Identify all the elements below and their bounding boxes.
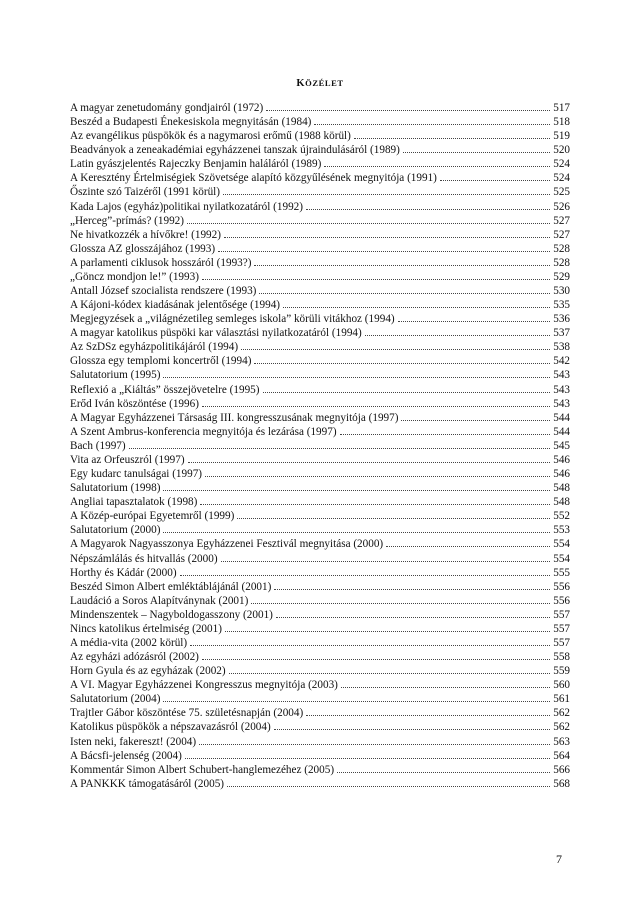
toc-dot-leader bbox=[340, 434, 551, 435]
toc-entry-page: 543 bbox=[553, 369, 570, 382]
toc-entry-page: 543 bbox=[553, 383, 570, 396]
toc-entry-title: Bach (1997) bbox=[70, 439, 126, 452]
toc-entry-page: 524 bbox=[553, 172, 570, 185]
toc-entry-page: 524 bbox=[553, 158, 570, 171]
toc-entry bbox=[70, 763, 570, 777]
toc-entry bbox=[70, 453, 570, 467]
toc-entry-page: 552 bbox=[553, 510, 570, 523]
toc-entry bbox=[70, 256, 570, 270]
toc-dot-leader bbox=[440, 180, 550, 181]
toc-entry-page: 544 bbox=[553, 425, 570, 438]
toc-entry-title: Reflexió a „Kiáltás” összejövetelre (1995) bbox=[70, 383, 260, 396]
toc-entry bbox=[70, 200, 570, 214]
toc-entry-title: Mindenszentek – Nagyboldogasszony (2001) bbox=[70, 608, 273, 621]
toc-entry-page: 559 bbox=[553, 665, 570, 678]
toc-entry bbox=[70, 270, 570, 284]
toc-entry-page: 557 bbox=[553, 636, 570, 649]
toc-entry bbox=[70, 537, 570, 551]
toc-entry-page: 526 bbox=[553, 200, 570, 213]
toc-entry-page: 556 bbox=[553, 594, 570, 607]
toc-entry-page: 546 bbox=[553, 453, 570, 466]
toc-entry-title: Megjegyzések a „világnézetileg semleges iskola” körüli vitákhoz (1994) bbox=[70, 313, 395, 326]
toc-entry bbox=[70, 749, 570, 763]
toc-dot-leader bbox=[274, 729, 551, 730]
toc-entry bbox=[70, 185, 570, 199]
toc-entry-page: 563 bbox=[553, 735, 570, 748]
toc-entry-page: 558 bbox=[553, 651, 570, 664]
toc-entry-title: Kommentár Simon Albert Schubert-hanglemezéhez (2005) bbox=[70, 763, 335, 776]
toc-entry-title: Az evangélikus püspökök és a nagymarosi erőmű (1988 körül) bbox=[70, 130, 351, 143]
toc-dot-leader bbox=[251, 603, 550, 604]
toc-entry-title: Horn Gyula és az egyházak (2002) bbox=[70, 665, 226, 678]
toc-entry-page: 520 bbox=[553, 144, 570, 157]
toc-dot-leader bbox=[163, 701, 550, 702]
toc-entry-title: A média-vita (2002 körül) bbox=[70, 636, 188, 649]
toc-entry bbox=[70, 650, 570, 664]
toc-dot-leader bbox=[163, 490, 550, 491]
toc-entry bbox=[70, 115, 570, 129]
toc-entry bbox=[70, 664, 570, 678]
toc-entry-title: A parlamenti ciklusok hosszáról (1993?) bbox=[70, 256, 252, 269]
toc-entry-page: 543 bbox=[553, 397, 570, 410]
toc-entry bbox=[70, 608, 570, 622]
toc-entry-page: 564 bbox=[553, 749, 570, 762]
toc-dot-leader bbox=[224, 237, 550, 238]
section-heading bbox=[0, 78, 640, 89]
toc-dot-leader bbox=[266, 110, 550, 111]
toc-entry bbox=[70, 411, 570, 425]
toc-entry bbox=[70, 580, 570, 594]
toc-entry-page: 529 bbox=[553, 270, 570, 283]
toc-entry bbox=[70, 523, 570, 537]
toc-entry-title: Az egyházi adózásról (2002) bbox=[70, 651, 199, 664]
toc-dot-leader bbox=[263, 392, 551, 393]
toc-entry bbox=[70, 777, 570, 791]
toc-entry bbox=[70, 171, 570, 185]
toc-entry bbox=[70, 284, 570, 298]
toc-dot-leader bbox=[223, 194, 550, 195]
toc-entry-title: Az SzDSz egyházpolitikájáról (1994) bbox=[70, 341, 239, 354]
toc-dot-leader bbox=[386, 546, 550, 547]
toc-entry-title: A Kájoni-kódex kiadásának jelentősége (1994) bbox=[70, 299, 281, 312]
toc-dot-leader bbox=[306, 715, 550, 716]
toc-dot-leader bbox=[225, 631, 550, 632]
toc-entry-title: Latin gyászjelentés Rajeczky Benjamin haláláról (1989) bbox=[70, 158, 322, 171]
toc-entry-page: 542 bbox=[553, 355, 570, 368]
toc-entry-page: 557 bbox=[553, 622, 570, 635]
toc-dot-leader bbox=[398, 321, 551, 322]
toc-dot-leader bbox=[306, 209, 550, 210]
toc-entry-page: 555 bbox=[553, 566, 570, 579]
toc-dot-leader bbox=[314, 124, 550, 125]
toc-entry-title: Beszéd a Budapesti Énekesiskola megnyitásán (1984) bbox=[70, 116, 312, 129]
toc-entry-title: Katolikus püspökök a népszavazásról (2004) bbox=[70, 721, 271, 734]
toc-entry-page: 562 bbox=[553, 707, 570, 720]
toc-entry-page: 536 bbox=[553, 313, 570, 326]
toc-entry-page: 562 bbox=[553, 721, 570, 734]
toc-entry bbox=[70, 692, 570, 706]
toc-dot-leader bbox=[274, 589, 550, 590]
toc-entry-title: A magyar zenetudomány gondjairól (1972) bbox=[70, 102, 264, 114]
toc-dot-leader bbox=[129, 448, 551, 449]
toc-entry-page: 568 bbox=[553, 777, 570, 790]
toc-entry-page: 554 bbox=[553, 538, 570, 551]
toc-entry-title: Salutatorium (2000) bbox=[70, 524, 161, 537]
toc-entry bbox=[70, 214, 570, 228]
toc-entry-title: Antall József szocialista rendszere (1993) bbox=[70, 285, 257, 298]
table-of-contents bbox=[70, 101, 570, 791]
toc-dot-leader bbox=[202, 659, 550, 660]
toc-dot-leader bbox=[202, 406, 550, 407]
toc-entry-title: Angliai tapasztalatok (1998) bbox=[70, 496, 198, 509]
toc-entry-page: 545 bbox=[553, 439, 570, 452]
toc-entry bbox=[70, 340, 570, 354]
toc-entry-title: A Bácsfi-jelenség (2004) bbox=[70, 749, 182, 762]
toc-entry-page: 517 bbox=[553, 102, 570, 114]
toc-dot-leader bbox=[237, 518, 550, 519]
toc-entry bbox=[70, 720, 570, 734]
toc-dot-leader bbox=[341, 687, 550, 688]
toc-dot-leader bbox=[200, 504, 550, 505]
toc-entry-title: A PANKKK támogatásáról (2005) bbox=[70, 777, 225, 790]
toc-entry-title: A Közép-európai Egyetemről (1999) bbox=[70, 510, 235, 523]
toc-dot-leader bbox=[354, 138, 550, 139]
toc-entry bbox=[70, 509, 570, 523]
toc-entry-title: Salutatorium (1995) bbox=[70, 369, 161, 382]
toc-entry-page: 546 bbox=[553, 468, 570, 481]
toc-dot-leader bbox=[283, 307, 550, 308]
toc-entry bbox=[70, 312, 570, 326]
toc-entry-title: A magyar katolikus püspöki kar választási nyilatkozatáról (1994) bbox=[70, 327, 362, 340]
toc-entry bbox=[70, 636, 570, 650]
toc-entry bbox=[70, 622, 570, 636]
toc-dot-leader bbox=[229, 673, 551, 674]
toc-entry-page: 519 bbox=[553, 130, 570, 143]
toc-entry-page: 560 bbox=[553, 679, 570, 692]
toc-entry-title: A Szent Ambrus-konferencia megnyitója és lezárása (1997) bbox=[70, 425, 337, 438]
toc-dot-leader bbox=[241, 349, 550, 350]
toc-entry-title: Erőd Iván köszöntése (1996) bbox=[70, 397, 199, 410]
toc-entry-title: Népszámlálás és hitvallás (2000) bbox=[70, 552, 218, 565]
toc-entry-page: 553 bbox=[553, 524, 570, 537]
toc-entry-title: Isten neki, fakereszt! (2004) bbox=[70, 735, 197, 748]
toc-entry bbox=[70, 735, 570, 749]
toc-entry-title: Glossza egy templomi koncertről (1994) bbox=[70, 355, 252, 368]
toc-dot-leader bbox=[199, 744, 550, 745]
toc-entry-page: 554 bbox=[553, 552, 570, 565]
toc-entry-title: A Keresztény Értelmiségiek Szövetsége alapító közgyűlésének megnyitója (1991) bbox=[70, 172, 437, 185]
toc-entry-page: 527 bbox=[553, 228, 570, 241]
toc-entry bbox=[70, 481, 570, 495]
toc-entry-title: Ne hivatkozzék a hívőkre! (1992) bbox=[70, 228, 221, 241]
toc-entry-title: A VI. Magyar Egyházzenei Kongresszus megnyitója (2003) bbox=[70, 679, 338, 692]
toc-entry bbox=[70, 678, 570, 692]
toc-entry bbox=[70, 228, 570, 242]
toc-entry bbox=[70, 594, 570, 608]
toc-entry-page: 537 bbox=[553, 327, 570, 340]
toc-entry-title: A Magyar Egyházzenei Társaság III. kongresszusának megnyitója (1997) bbox=[70, 411, 399, 424]
toc-entry bbox=[70, 397, 570, 411]
toc-dot-leader bbox=[401, 420, 550, 421]
toc-entry bbox=[70, 495, 570, 509]
toc-entry-title: Glossza AZ glosszájához (1993) bbox=[70, 242, 216, 255]
toc-entry bbox=[70, 326, 570, 340]
toc-entry-page: 528 bbox=[553, 256, 570, 269]
toc-entry bbox=[70, 354, 570, 368]
toc-entry-title: „Göncz mondjon le!” (1993) bbox=[70, 270, 199, 283]
toc-entry bbox=[70, 425, 570, 439]
toc-entry-title: Beszéd Simon Albert emléktáblájánál (2001) bbox=[70, 580, 272, 593]
toc-entry-title: Salutatorium (1998) bbox=[70, 482, 161, 495]
toc-dot-leader bbox=[227, 786, 550, 787]
toc-dot-leader bbox=[188, 462, 551, 463]
toc-entry bbox=[70, 101, 570, 115]
toc-entry bbox=[70, 298, 570, 312]
toc-entry-title: Trajtler Gábor köszöntése 75. születésnapján (2004) bbox=[70, 707, 304, 720]
toc-entry-title: „Herceg”-prímás? (1992) bbox=[70, 214, 184, 227]
toc-entry-page: 548 bbox=[553, 482, 570, 495]
toc-entry-page: 548 bbox=[553, 496, 570, 509]
toc-dot-leader bbox=[324, 166, 550, 167]
toc-dot-leader bbox=[187, 223, 550, 224]
toc-dot-leader bbox=[365, 335, 550, 336]
section-heading-initial: K bbox=[296, 78, 306, 89]
toc-entry-title: Kada Lajos (egyház)politikai nyilatkozatáról (1992) bbox=[70, 200, 303, 213]
toc-entry bbox=[70, 368, 570, 382]
toc-dot-leader bbox=[259, 293, 550, 294]
toc-entry bbox=[70, 157, 570, 171]
toc-entry-title: Salutatorium (2004) bbox=[70, 693, 161, 706]
toc-entry-page: 528 bbox=[553, 242, 570, 255]
toc-entry bbox=[70, 566, 570, 580]
toc-dot-leader bbox=[254, 265, 550, 266]
toc-dot-leader bbox=[202, 279, 550, 280]
toc-entry-title: A Magyarok Nagyasszonya Egyházzenei Fesztivál megnyitása (2000) bbox=[70, 538, 384, 551]
section-heading-rest: ÖZÉLET bbox=[305, 78, 344, 88]
toc-entry-page: 535 bbox=[553, 299, 570, 312]
toc-entry-title: Horthy és Kádár (2000) bbox=[70, 566, 177, 579]
toc-entry-title: Őszinte szó Taizéről (1991 körül) bbox=[70, 186, 220, 199]
toc-entry bbox=[70, 383, 570, 397]
toc-dot-leader bbox=[218, 251, 550, 252]
toc-entry-page: 566 bbox=[553, 763, 570, 776]
toc-entry-page: 530 bbox=[553, 285, 570, 298]
toc-entry bbox=[70, 706, 570, 720]
toc-dot-leader bbox=[254, 363, 550, 364]
toc-entry bbox=[70, 467, 570, 481]
toc-dot-leader bbox=[221, 561, 551, 562]
toc-dot-leader bbox=[190, 645, 550, 646]
toc-entry-page: 561 bbox=[553, 693, 570, 706]
toc-entry-page: 557 bbox=[553, 608, 570, 621]
toc-dot-leader bbox=[403, 152, 550, 153]
toc-dot-leader bbox=[180, 575, 551, 576]
toc-dot-leader bbox=[185, 758, 550, 759]
toc-entry-page: 556 bbox=[553, 580, 570, 593]
toc-entry-title: Nincs katolikus értelmiség (2001) bbox=[70, 622, 222, 635]
toc-entry-page: 527 bbox=[553, 214, 570, 227]
toc-entry bbox=[70, 129, 570, 143]
toc-entry-page: 518 bbox=[553, 116, 570, 129]
toc-entry-page: 525 bbox=[553, 186, 570, 199]
toc-dot-leader bbox=[163, 377, 550, 378]
page-number: 7 bbox=[556, 852, 562, 866]
toc-dot-leader bbox=[163, 532, 550, 533]
toc-entry-title: Laudáció a Soros Alapítványnak (2001) bbox=[70, 594, 249, 607]
toc-entry-title: Egy kudarc tanulságai (1997) bbox=[70, 468, 203, 481]
toc-entry-title: Beadványok a zeneakadémiai egyházzenei tanszak újraindulásáról (1989) bbox=[70, 144, 400, 157]
toc-entry-page: 538 bbox=[553, 341, 570, 354]
toc-entry bbox=[70, 439, 570, 453]
toc-entry bbox=[70, 242, 570, 256]
toc-entry bbox=[70, 143, 570, 157]
toc-entry-title: Vita az Orfeuszról (1997) bbox=[70, 453, 185, 466]
toc-dot-leader bbox=[337, 772, 550, 773]
toc-dot-leader bbox=[205, 476, 550, 477]
toc-entry-page: 544 bbox=[553, 411, 570, 424]
toc-entry bbox=[70, 552, 570, 566]
toc-dot-leader bbox=[276, 617, 550, 618]
